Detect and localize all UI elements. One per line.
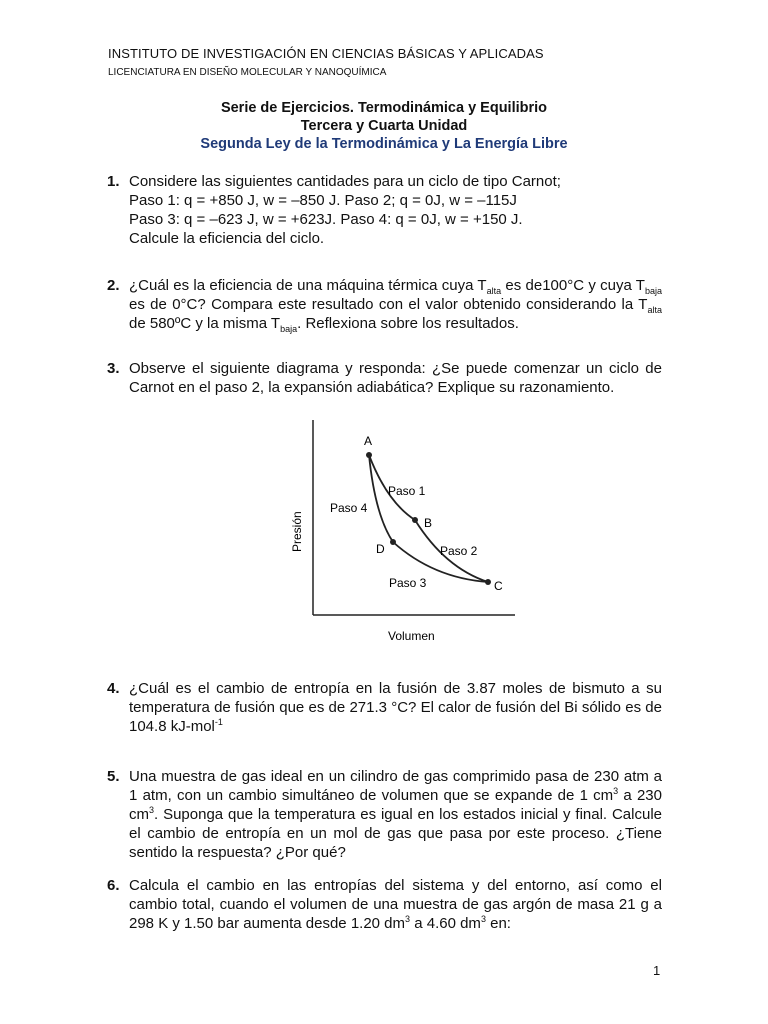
exercise-number: 4. — [107, 680, 120, 697]
title-line-1: Serie de Ejercicios. Termodinámica y Equilibrio — [220, 100, 548, 116]
point-b-label: B — [424, 516, 433, 530]
exercise-4-text: ¿Cuál es el cambio de entropía en la fusión de 3.87 moles de bismuto a su temperatura de fusión que es de 271.3 °C? El calor de fusión del Bi sólido es de 104.8 kJ-mol$^{-1}$ — [129, 680, 662, 735]
step-3-label: Paso 3 — [389, 576, 427, 590]
exercise-1 — [107, 172, 662, 248]
step-1-label: Paso 1 — [388, 484, 426, 498]
exercise-5-text: Una muestra de gas ideal en un cilindro de gas comprimido pasa de 230 atm a 1 atm, con un cambio simultáneo de volumen que se expande de 1 $cm^3$ a 230 $cm^3$. Suponga que la temperatura es igual en los estados inicial y final. Calcule el cambio de entropía en un mol de gas que pasa por este proceso. ¿Tiene sentido la respuesta? ¿Por qué? — [129, 768, 662, 861]
point-c-marker — [485, 579, 491, 585]
exercise-1-line-2: Paso 1: q = +850 J, w = –850 J. Paso 2; q = 0J, w = –115J — [129, 192, 517, 209]
step-4-curve — [369, 455, 393, 542]
point-a-marker — [366, 452, 372, 458]
program-header: LICENCIATURA EN DISEÑO MOLECULAR Y NANOQUÍMICA — [108, 67, 387, 78]
exercise-number: 5. — [107, 768, 120, 785]
exercise-3 — [107, 359, 662, 397]
point-b-marker — [412, 517, 418, 523]
exercise-number: 6. — [107, 877, 120, 894]
x-axis-label: Volumen — [388, 629, 435, 643]
step-4-label: Paso 4 — [330, 501, 368, 515]
exercise-6-text: Calcula el cambio en las entropías del sistema y del entorno, así como el cambio total, cuando el volumen de una muestra de gas argón de masa 21 g a 298 K y 1.50 bar aumenta desde 1.20 $dm^3$ a 4.60 $dm^3$ en: — [129, 877, 662, 932]
exercise-number: 1. — [107, 173, 120, 190]
exercise-5 — [107, 767, 662, 862]
exercise-1-line-4: Calcule la eficiencia del ciclo. — [129, 230, 325, 247]
step-2-label: Paso 2 — [440, 544, 478, 558]
institute-header: INSTITUTO DE INVESTIGACIÓN EN CIENCIAS BÁSICAS Y APLICADAS — [108, 46, 544, 61]
point-d-marker — [390, 539, 396, 545]
y-axis-label: Presión — [290, 511, 304, 552]
point-c-label: C — [494, 579, 503, 593]
exercise-2-text: ¿Cuál es la eficiencia de una máquina térmica cuya $T_{alta}$ es de100°C y cuya $T_{baja}$ es de 0°C? Compara este resultado con el valor obtenido considerando la $T_{alta}$ de 580ºC y la misma $T_{baja}$. Reflexiona sobre los resultados. — [129, 277, 662, 334]
point-a-label: A — [364, 434, 373, 448]
carnot-pv-diagram — [285, 420, 525, 650]
title-line-3: Segunda Ley de la Termodinámica y La Energía Libre — [200, 136, 568, 152]
exercise-4 — [107, 679, 662, 736]
page-number: 1 — [653, 963, 661, 978]
exercise-1-line-3: Paso 3: q = –623 J, w = +623J. Paso 4: q = 0J, w = +150 J. — [129, 211, 523, 228]
exercise-6 — [107, 876, 662, 933]
exercise-3-text: Observe el siguiente diagrama y responda: ¿Se puede comenzar un ciclo de Carnot en el paso 2, la expansión adiabática? Explique su razonamiento. — [129, 360, 662, 396]
title-line-2: Tercera y Cuarta Unidad — [300, 118, 468, 134]
exercise-number: 2. — [107, 277, 120, 294]
exercise-number: 3. — [107, 360, 120, 377]
exercise-2 — [107, 276, 662, 333]
point-d-label: D — [376, 542, 385, 556]
exercise-1-line-1: Considere las siguientes cantidades para un ciclo de tipo Carnot; — [129, 173, 561, 190]
